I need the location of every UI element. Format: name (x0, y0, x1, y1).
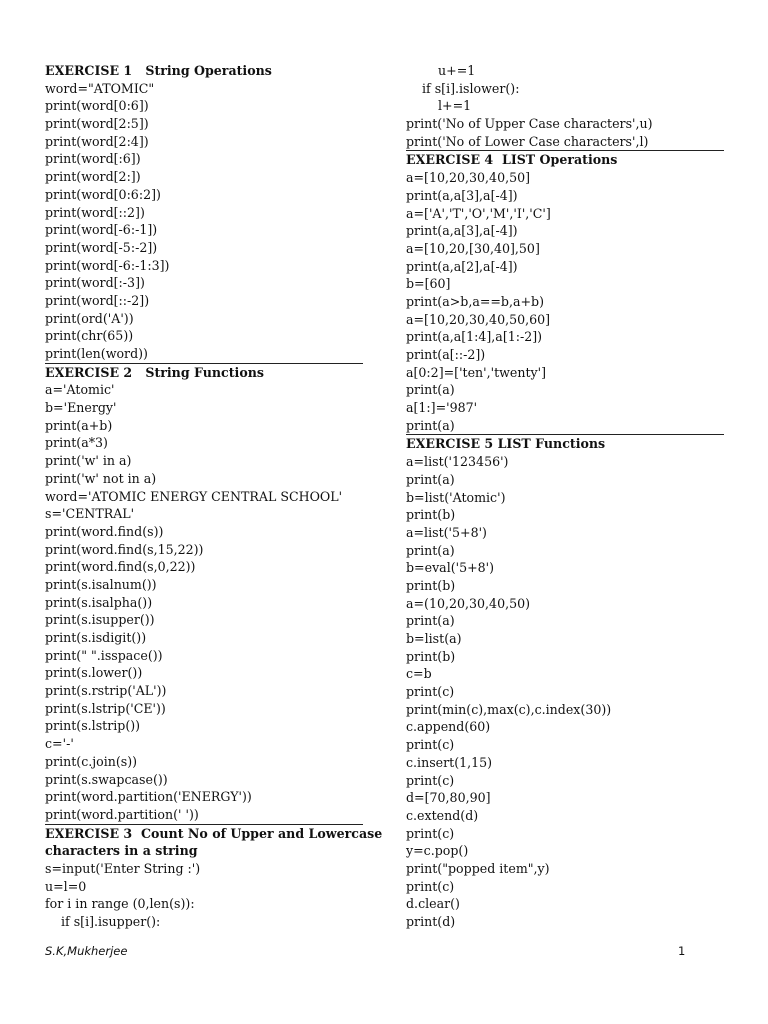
code-line: print(word.partition(' ')) (45, 806, 363, 825)
code-line: y=c.pop() (406, 843, 469, 859)
code-line: word='ATOMIC ENERGY CENTRAL SCHOOL' (45, 488, 343, 504)
code-line: print(word.find(s)) (45, 523, 164, 539)
code-line: print(b) (406, 648, 456, 664)
code-line: b=list(a) (406, 631, 462, 646)
code-line: print(word[-6:-1:3]) (45, 257, 170, 273)
code-line: b=[60] (406, 276, 451, 292)
code-line: print(word.partition('ENERGY')) (45, 789, 252, 805)
code-line: a=[10,20,30,40,50,60] (406, 311, 551, 327)
code-line: b='Energy' (45, 400, 117, 416)
code-line: print(word[::-2]) (45, 292, 150, 308)
exercise-heading: EXERCISE 1 String Operations (45, 63, 272, 78)
code-line: d.clear() (406, 896, 460, 912)
code-line: print(word[0:6]) (45, 98, 149, 114)
code-line: a=['A','T','O','M','I','C'] (406, 205, 551, 221)
code-line: a=list('5+8') (406, 524, 487, 540)
exercise-heading: EXERCISE 2 String Functions (45, 364, 264, 380)
code-line: print(a+b) (45, 417, 113, 433)
code-line: a=[10,20,30,40,50] (406, 170, 531, 186)
code-line: print(len(word)) (45, 345, 363, 364)
footer-author: S.K,Mukherjee (45, 944, 128, 958)
code-line: if s[i].islower(): (406, 80, 520, 96)
code-line: print(word.find(s,0,22)) (45, 559, 196, 575)
code-line: print(ord('A')) (45, 310, 134, 326)
code-line: c.insert(1,15) (406, 754, 493, 770)
code-line: print(word[-5:-2]) (45, 239, 158, 255)
code-line: print(s.swapcase()) (45, 771, 168, 787)
code-line: print(word[2:4]) (45, 133, 149, 149)
code-line: print(word[2:5]) (45, 116, 149, 132)
code-line: print(a) (406, 382, 455, 398)
code-line: b=list('Atomic') (406, 489, 506, 505)
exercise-heading: EXERCISE 5 LIST Functions (406, 436, 606, 452)
code-line: print(c) (406, 737, 455, 753)
code-line: print(word[0:6:2]) (45, 186, 161, 202)
code-line: print(word[2:]) (45, 169, 141, 185)
code-line: s=input('Enter String :') (45, 860, 201, 876)
code-line: c.extend(d) (406, 807, 479, 823)
code-line: a[0:2]=['ten','twenty'] (406, 364, 547, 380)
code-line: print(s.isupper()) (45, 612, 155, 628)
code-line: c=b (406, 666, 432, 682)
code-line: print(b) (406, 507, 456, 523)
code-line: word="ATOMIC" (45, 80, 155, 96)
code-line: print(a,a[3],a[-4]) (406, 223, 518, 239)
code-line: print(s.isalpha()) (45, 594, 153, 610)
code-line: print(d) (406, 914, 456, 929)
code-line: print(a[::-2]) (406, 347, 486, 362)
code-line: for i in range (0,len(s)): (45, 896, 195, 912)
footer-page-number: 1 (678, 944, 686, 958)
code-line: print(c) (406, 772, 455, 788)
code-line: print('No of Upper Case characters',u) (406, 116, 653, 132)
code-line: print(" ".isspace()) (45, 647, 163, 663)
exercise-heading: EXERCISE 4 LIST Operations (406, 152, 618, 168)
left-column (45, 62, 383, 931)
code-line: c='-' (45, 736, 74, 752)
code-line: print(a) (406, 542, 455, 558)
code-line: print(c) (406, 878, 455, 894)
exercise-heading: characters in a string (45, 843, 198, 859)
code-line: print(word[-6:-1]) (45, 222, 158, 238)
code-line: u+=1 (406, 63, 476, 78)
code-line: print(word.find(s,15,22)) (45, 541, 204, 557)
code-line: a=(10,20,30,40,50) (406, 595, 531, 611)
code-line: print(c.join(s)) (45, 753, 138, 769)
code-line: print(a) (406, 417, 724, 436)
code-line: print(a) (406, 613, 455, 629)
code-line: print(word[:6]) (45, 151, 141, 167)
code-line: a[1:]='987' (406, 400, 478, 416)
code-line: a=list('123456') (406, 454, 509, 470)
code-line: u=l=0 (45, 878, 87, 894)
code-line: s='CENTRAL' (45, 506, 135, 522)
code-line: b=eval('5+8') (406, 560, 495, 576)
code-line: print(a) (406, 471, 455, 487)
code-line: print(c) (406, 684, 455, 700)
code-line: print(a>b,a==b,a+b) (406, 293, 545, 309)
code-line: print(chr(65)) (45, 328, 134, 344)
code-line: print(word[::2]) (45, 204, 145, 220)
code-line: a=[10,20,[30,40],50] (406, 240, 540, 256)
code-line: print(a*3) (45, 435, 108, 451)
code-line: print(s.rstrip('AL')) (45, 683, 167, 699)
right-column (406, 62, 724, 931)
code-line: print(a,a[3],a[-4]) (406, 187, 518, 203)
exercise-heading: EXERCISE 3 Count No of Upper and Lowercase (45, 825, 383, 841)
code-line: print(word[:-3]) (45, 275, 145, 291)
code-line: print(s.isdigit()) (45, 630, 147, 645)
code-line: print('w' not in a) (45, 470, 157, 486)
code-line: print(b) (406, 577, 456, 593)
code-line: l+=1 (406, 98, 472, 114)
code-line: print(s.lower()) (45, 665, 143, 681)
code-line: print("popped item",y) (406, 860, 550, 876)
code-line: print('w' in a) (45, 453, 132, 469)
code-line: print(a,a[2],a[-4]) (406, 258, 518, 274)
code-line: print(c) (406, 825, 455, 841)
code-line: c.append(60) (406, 719, 491, 735)
code-line: print(min(c),max(c),c.index(30)) (406, 701, 612, 717)
code-line: print(a,a[1:4],a[1:-2]) (406, 329, 543, 345)
code-line: print(s.lstrip('CE')) (45, 700, 166, 716)
code-line: print(s.isalnum()) (45, 576, 157, 592)
code-line: print('No of Lower Case characters',l) (406, 133, 724, 152)
code-line: d=[70,80,90] (406, 790, 491, 806)
code-line: a='Atomic' (45, 382, 115, 398)
code-line: if s[i].isupper(): (45, 914, 161, 929)
code-line: print(s.lstrip()) (45, 718, 141, 734)
